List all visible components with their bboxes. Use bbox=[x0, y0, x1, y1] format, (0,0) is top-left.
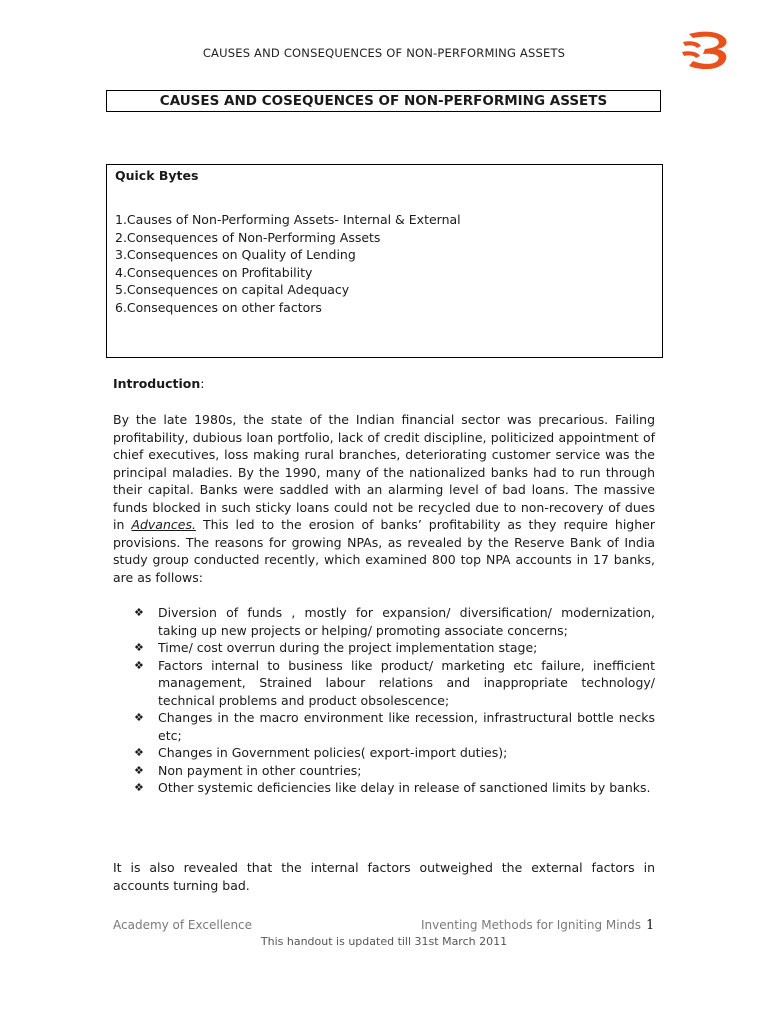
diamond-bullet-icon: ❖ bbox=[134, 763, 144, 777]
running-header: CAUSES AND CONSEQUENCES OF NON-PERFORMING ASSETS bbox=[202, 46, 566, 60]
paragraph-text: By the late 1980s, the state of the Indian financial sector was precarious. Failing profitability, dubious loan portfolio, lack of credit discipline, politicized appointment of chief executives, loss making rural branches, deteriorating customer service was the principal maladies. By the 1990, many of the nationalized banks had to run through their capital. Banks were saddled with an alarming level of bad loans. The massive funds blocked in such sticky loans could not be recycled due to non-recovery of dues in bbox=[113, 412, 655, 532]
diamond-bullet-icon: ❖ bbox=[134, 746, 144, 759]
quick-bytes-box bbox=[106, 164, 663, 358]
list-item-text: Other systemic deficiencies like delay in release of sanctioned limits by banks. bbox=[158, 780, 651, 795]
list-item bbox=[134, 709, 655, 744]
quick-bytes-heading: Quick Bytes bbox=[115, 168, 199, 183]
list-item bbox=[134, 639, 655, 657]
list-item: 1.Causes of Non-Performing Assets- Internal & External bbox=[115, 212, 461, 227]
list-item-text: Changes in Government policies( export-import duties); bbox=[158, 745, 508, 760]
document-title: CAUSES AND COSEQUENCES OF NON-PERFORMING ASSETS bbox=[106, 90, 661, 112]
list-item bbox=[134, 762, 655, 780]
footer-update-note: This handout is updated till 31st March 2011 bbox=[260, 935, 508, 948]
bank-of-baroda-logo bbox=[681, 28, 733, 72]
list-item: 5.Consequences on capital Adequacy bbox=[115, 282, 350, 297]
introduction-paragraph bbox=[113, 411, 655, 586]
list-item-text: Changes in the macro environment like recession, infrastructural bottle necks etc; bbox=[158, 710, 655, 743]
list-item: 3.Consequences on Quality of Lending bbox=[115, 247, 356, 262]
quick-bytes-list bbox=[115, 211, 654, 316]
list-item-text: Diversion of funds , mostly for expansion/ diversification/ modernization, taking up new projects or helping/ promoting associate concerns; bbox=[158, 605, 655, 638]
introduction-heading-text: Introduction bbox=[113, 376, 201, 391]
list-item bbox=[134, 779, 655, 797]
introduction-heading bbox=[113, 376, 655, 391]
list-item: 2.Consequences of Non-Performing Assets bbox=[115, 229, 381, 245]
list-item bbox=[134, 744, 655, 762]
list-item bbox=[134, 657, 655, 710]
footer-tagline: Inventing Methods for Igniting Minds bbox=[421, 918, 642, 932]
diamond-bullet-icon: ❖ bbox=[134, 711, 144, 724]
diamond-bullet-icon: ❖ bbox=[134, 641, 144, 654]
list-item-text: Time/ cost overrun during the project implementation stage; bbox=[158, 640, 538, 655]
list-item-text: Non payment in other countries; bbox=[158, 762, 362, 778]
page-number: 1 bbox=[646, 918, 655, 933]
npa-reasons-list bbox=[134, 604, 655, 797]
diamond-bullet-icon: ❖ bbox=[134, 606, 144, 619]
paragraph-text: This led to the erosion of banks’ profitability as they require higher provisions. The reasons for growing NPAs, as revealed by the Reserve Bank of India study group conducted recently, which examined 800 top NPA accounts in 17 banks, are as follows: bbox=[113, 517, 655, 585]
diamond-bullet-icon: ❖ bbox=[134, 658, 144, 672]
diamond-bullet-icon: ❖ bbox=[134, 781, 144, 794]
introduction-heading-colon: : bbox=[200, 376, 205, 391]
list-item: 6.Consequences on other factors bbox=[115, 299, 322, 315]
conclusion-paragraph: It is also revealed that the internal factors outweighed the external factors in accounts turning bad. bbox=[113, 860, 655, 893]
advances-link[interactable]: Advances. bbox=[131, 517, 196, 532]
footer-academy: Academy of Excellence bbox=[113, 918, 253, 932]
list-item: 4.Consequences on Profitability bbox=[115, 264, 313, 280]
list-item-text: Factors internal to business like product/ marketing etc failure, inefficient management, Strained labour relations and inappropriate technology/ technical problems and product obsolescence; bbox=[158, 657, 655, 708]
list-item bbox=[134, 604, 655, 639]
